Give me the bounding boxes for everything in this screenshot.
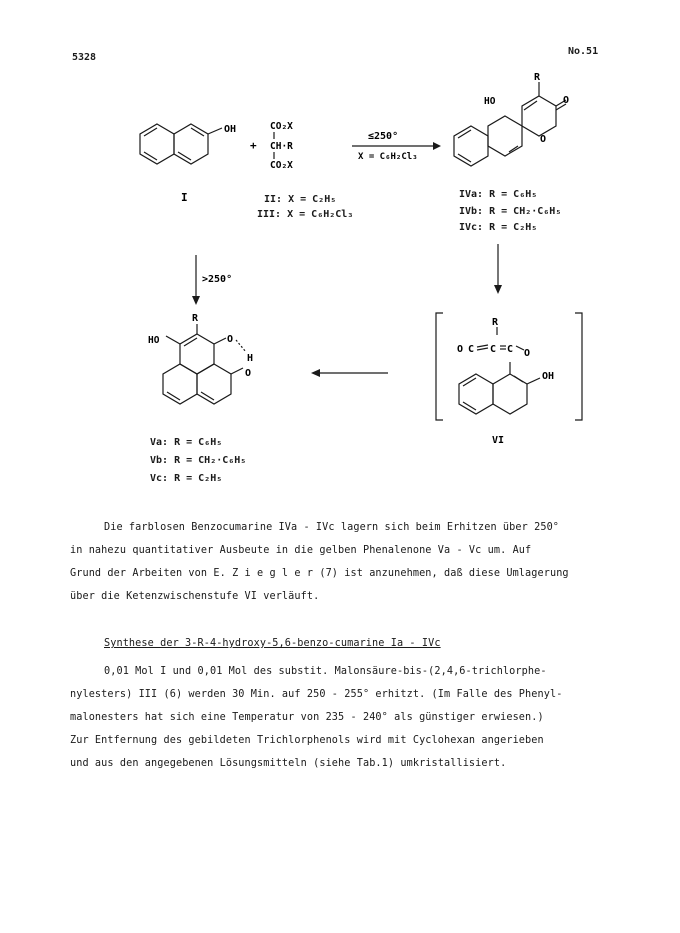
compound-Vb-label: Vb: R = CH₂·C₆H₅ [150, 455, 247, 466]
compound-V-structure [163, 324, 246, 404]
compound-Va-label: Va: R = C₆H₅ [150, 437, 223, 448]
compound-VI-c2: C [490, 344, 497, 355]
paragraph-2-line-1: 0,01 Mol I und 0,01 Mol des substit. Malonsäure-bis-(2,4,6-trichlorphe- [104, 666, 547, 677]
compound-VI-o2: O [524, 348, 531, 359]
reagent-label-II: II: X = C₂H₅ [264, 194, 337, 205]
compound-IV-r: R [534, 72, 541, 83]
compound-VI-r: R [492, 317, 499, 328]
paragraph-2-line-3: malonesters hat sich eine Temperatur von 235 - 240° als günstiger erwiesen.) [70, 712, 544, 723]
paragraph-1-line-1: Die farblosen Benzocumarine IVa - IVc lagern sich beim Erhitzen über 250° [104, 522, 560, 533]
bracket-left [436, 313, 443, 420]
arrow-top-below: X = C₆H₂Cl₃ [358, 152, 418, 162]
compound-I-label: I [181, 191, 188, 204]
compound-VI-oh: OH [542, 371, 555, 382]
paragraph-1-line-2: in nahezu quantitativer Ausbeute in die gelben Phenalenone Va - Vc um. Auf [70, 545, 532, 556]
compound-I-structure [140, 124, 236, 164]
compound-VI-o1: O [457, 344, 464, 355]
compound-Vc-label: Vc: R = C₂H₅ [150, 473, 223, 484]
compound-V-o: O [245, 368, 252, 379]
compound-V-r: R [192, 313, 199, 324]
reagent-line2: CH·R [270, 141, 293, 152]
compound-IV-carbonyl-o: O [563, 95, 570, 106]
reagent-label-III: III: X = C₆H₂Cl₃ [257, 209, 354, 220]
paragraph-2-line-4: Zur Entfernung des gebildeten Trichlorphenols wird mit Cyclohexan angerieben [70, 735, 544, 746]
compound-I-oh: OH [224, 124, 237, 135]
compound-VI-c3: C [507, 344, 514, 355]
paragraph-1-line-4: über die Ketenzwischenstufe VI verläuft. [70, 591, 320, 602]
compound-V-carbonyl-o: O [227, 334, 234, 345]
section-heading: Synthese der 3-R-4-hydroxy-5,6-benzo-cumarine Ia - IVc [104, 638, 441, 649]
journal-issue: No.51 [568, 46, 599, 57]
compound-VI-structure [459, 327, 540, 414]
reagent-plus: + [250, 139, 257, 152]
compound-IV-structure [454, 82, 566, 166]
compound-IVc-label: IVc: R = C₂H₅ [459, 222, 538, 233]
compound-VI-label: VI [492, 435, 505, 446]
paragraph-1-line-3: Grund der Arbeiten von E. Z i e g l e r (7) ist anzunehmen, daß diese Umlagerung [70, 568, 569, 579]
reagent-line1: CO₂X [270, 121, 293, 132]
compound-IVb-label: IVb: R = CH₂·C₆H₅ [459, 206, 562, 217]
compound-VI-c1: C [468, 344, 475, 355]
bracket-right [575, 313, 582, 420]
compound-IV-ho: HO [484, 96, 496, 107]
paragraph-2-line-5: und aus den angegebenen Lösungsmitteln (siehe Tab.1) umkristallisiert. [70, 758, 507, 769]
paragraph-2-line-2: nylesters) III (6) werden 30 Min. auf 250 - 255° erhitzt. (Im Falle des Phenyl- [70, 689, 563, 700]
reagent-line3: CO₂X [270, 160, 293, 171]
page-number: 5328 [72, 52, 97, 63]
arrow-top-above: ≤250° [368, 131, 399, 142]
compound-V-ho: HO [148, 335, 160, 346]
compound-IVa-label: IVa: R = C₆H₅ [459, 189, 538, 200]
arrow-left-label: >250° [202, 274, 233, 285]
compound-V-h: H [247, 353, 254, 364]
compound-IV-ring-o: O [540, 134, 547, 145]
